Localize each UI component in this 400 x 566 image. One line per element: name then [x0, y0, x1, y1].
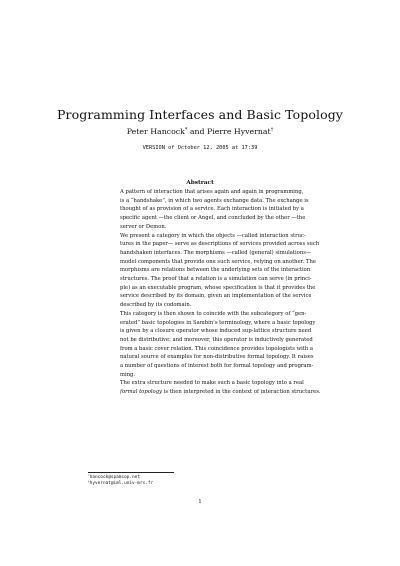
author-name: Peter Hancock [126, 127, 185, 136]
footnote-mark: * [88, 473, 90, 478]
abstract-line: not be distributive; and moreover, this operator is inductively generated [120, 336, 313, 343]
abstract-line: ming. [120, 371, 136, 378]
author-line [0, 127, 400, 136]
abstract-line: ple) as an executable program, whose specification is that it provides the [120, 284, 316, 291]
abstract-line: service described by its domain, given an implementation of the service [120, 293, 312, 300]
abstract-paragraph [111, 379, 321, 396]
abstract-paragraph [111, 310, 316, 380]
abstract-line: specific agent —the client or Angel, and concluded by the other —the [120, 215, 306, 222]
page-number: 1 [198, 499, 202, 505]
abstract-line: model components that provide one such service, relying on another. The [120, 258, 316, 265]
author-footnote-mark: * [184, 126, 188, 133]
abstract-line: This category is then shown to coincide with the subcategory of “gen- [120, 310, 307, 317]
abstract-line: from a basic cover relation. This coincidence provides topologists with a [120, 345, 314, 352]
abstract-paragraph [111, 232, 320, 310]
footnote-rule [88, 472, 174, 473]
version-line: VERSION of October 12, 2005 at 17:39 [142, 145, 258, 151]
abstract-line: a number of questions of interest both for formal topology and program- [120, 363, 314, 370]
abstract-line: structures. The proof that a relation is a simulation can serve (in princi- [120, 276, 312, 283]
abstract-paragraph [111, 188, 309, 232]
abstract-line: The extra structure needed to make such a basic topology into a real [120, 380, 304, 387]
footnote [88, 481, 153, 487]
footnote-mark: † [88, 479, 90, 484]
abstract-line: formal topology is then interpreted in the context of interaction structures. [120, 389, 321, 396]
abstract-line: erated” basic topologies in Sambin’s terminology, where a basic topology [120, 319, 316, 326]
abstract-line: A pattern of interaction that arises again and again in programming, [120, 189, 304, 195]
paper-title: Programming Interfaces and Basic Topology [57, 107, 343, 122]
abstract-line: handshaken interfaces. The morphisms —called (general) simulations— [120, 249, 312, 256]
author-footnote-mark: † [270, 126, 274, 133]
abstract-heading: Abstract [186, 180, 214, 186]
author-name: Pierre Hyvernat [207, 127, 271, 136]
abstract-line: is a “handshake”, in which two agents exchange data. The exchange is [120, 197, 309, 204]
abstract-line: tures in the paper— serve as descriptions of services provided across such [120, 241, 320, 248]
abstract-line: We present a category in which the objects —called interaction struc- [120, 232, 306, 239]
footnote-email: hyvernat@iml.univ-mrs.fr [89, 481, 154, 487]
abstract-line: described by its codomain. [120, 302, 192, 309]
footnote-email: hancock@spamcop.net [89, 475, 140, 480]
abstract-line: server or Demon. [120, 223, 167, 230]
italic-term: formal topology [120, 389, 163, 396]
abstract-line: is given by a closure operator whose induced sup-lattice structure need [120, 328, 312, 335]
abstract-line: thought of as provision of a service. Each interaction is initiated by a [120, 206, 304, 213]
abstract-line: natural source of examples for non-distributive formal topology. It raises [120, 354, 314, 361]
author-join: and [187, 127, 208, 136]
abstract-body [111, 188, 321, 397]
abstract-line: morphisms are relations between the underlying sets of the interaction [120, 267, 311, 274]
footnotes [88, 475, 153, 487]
